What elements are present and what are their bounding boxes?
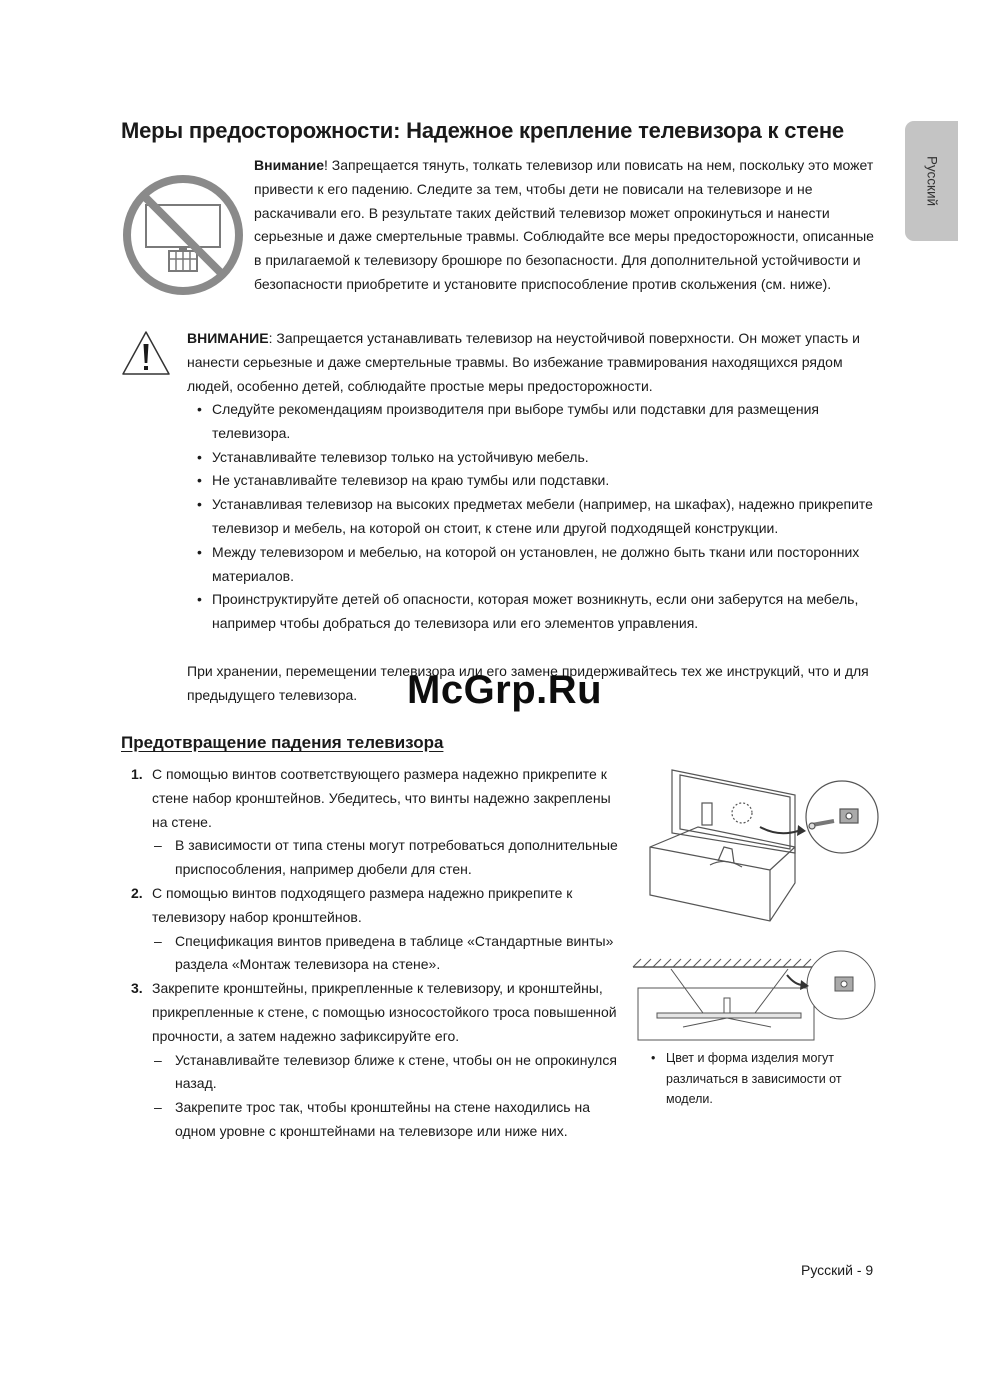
dash: – (154, 837, 162, 854)
step-1 (121, 763, 621, 834)
dash: – (154, 1051, 162, 1068)
step-3 (121, 977, 621, 1048)
step-1-note (121, 834, 621, 882)
step-text: С помощью винтов соответствующего размера надежно прикрепите к стене набор кронштейнов. Убедитесь, что винты надежно закреплены на стене. (152, 766, 611, 830)
step-note-text: Закрепите трос так, чтобы кронштейны на стене находились на одном уровне с кронштейнами на телевизоре или ниже них. (175, 1099, 590, 1139)
step-2 (121, 882, 621, 930)
storage-note: При хранении, перемещении телевизора или его замене придерживайтесь тех же инструкций, что и для предыдущего телевизора. (187, 663, 869, 703)
list-item: • Не устанавливайте телевизор на краю тумбы или подставки. (187, 469, 877, 493)
list-item: • Проинструктируйте детей об опасности, которая может возникнуть, если они заберутся на мебель, например чтобы добраться до телевизора или его элементов управления. (187, 588, 877, 636)
step-note-text: Устанавливайте телевизор ближе к стене, чтобы он не опрокинулся назад. (175, 1051, 617, 1092)
caution-triangle-icon (121, 330, 171, 376)
step-text: Закрепите кронштейны, прикрепленные к телевизору, и кронштейны, прикрепленные к стене, с помощью износостойкого троса повышенной прочности, а затем надежно зафиксируйте его. (152, 980, 617, 1044)
step-3-note-1 (121, 1049, 621, 1097)
list-item: • Следуйте рекомендациям производителя при выборе тумбы или подставки для размещения телевизора. (187, 398, 877, 446)
page-footer: Русский - 9 (801, 1262, 874, 1278)
language-tab[interactable] (905, 121, 958, 241)
warning-text-1: ! Запрещается тянуть, толкать телевизор или повисать на нем, поскольку это может привести к его падению. Следите за тем, чтобы дети не повисали на телевизоре и не раскачивали его. В результате таких действий телевизор может опрокинуться и нанести серьезные и даже смертельные травмы. Соблюдайте все меры предосторожности, описанные в прилагаемой к телевизору брошюре по безопасности. Для дополнительной устойчивости и безопасности приобретите и установите приспособление против скольжения (см. ниже). (254, 157, 874, 292)
warning-label-1: Внимание (254, 157, 324, 173)
step-number: 1. (131, 766, 143, 782)
figure-note-list (641, 1048, 851, 1110)
step-number: 3. (131, 980, 143, 997)
step-3-note-2 (121, 1096, 621, 1144)
list-item: • Устанавливая телевизор на высоких предметах мебели (например, на шкафах), надежно прикрепите телевизор и мебель, на которой он стоит, к стене или другой подходящей конструкции. (187, 493, 877, 541)
watermark: McGrp.Ru (407, 668, 603, 712)
step-text: С помощью винтов подходящего размера надежно прикрепите к телевизору набор кронштейнов. (152, 884, 573, 925)
warning-paragraph-1 (254, 154, 874, 297)
section-title: Предотвращение падения телевизора (121, 733, 444, 752)
language-tab-label: Русский (924, 155, 939, 207)
wall-cable-illustration (633, 955, 881, 1045)
warning-text-2: : Запрещается устанавливать телевизор на неустойчивой поверхности. Он может упасть и нанести серьезные и даже смертельные травмы. Во избежание травмирования находящихся рядом людей, особенно детей, соблюдайте простые меры предосторожности. (187, 330, 860, 394)
warning-paragraph-2 (187, 327, 877, 398)
step-number: 2. (131, 884, 143, 901)
step-note-text: В зависимости от типа стены могут потребоваться дополнительные приспособления, например дюбели для стен. (175, 837, 618, 878)
page-title: Меры предосторожности: Надежное крепление телевизора к стене (121, 118, 844, 143)
tv-stand-bracket-illustration (650, 765, 885, 925)
figure-note: • Цвет и форма изделия могут различаться в зависимости от модели. (641, 1048, 851, 1110)
list-item: • Между телевизором и мебелью, на которой он установлен, не должно быть ткани или посторонних материалов. (187, 541, 877, 589)
steps-list (121, 763, 621, 1144)
dash: – (154, 932, 162, 949)
dash: – (154, 1099, 162, 1116)
precautions-list (187, 398, 877, 636)
no-hanging-icon (121, 173, 245, 297)
step-note-text: Спецификация винтов приведена в таблице «Стандартные винты» раздела «Монтаж телевизора на стене». (175, 932, 614, 973)
warning-label-2: ВНИМАНИЕ (187, 330, 269, 346)
list-item: • Устанавливайте телевизор только на устойчивую мебель. (187, 446, 877, 470)
step-2-note (121, 930, 621, 978)
